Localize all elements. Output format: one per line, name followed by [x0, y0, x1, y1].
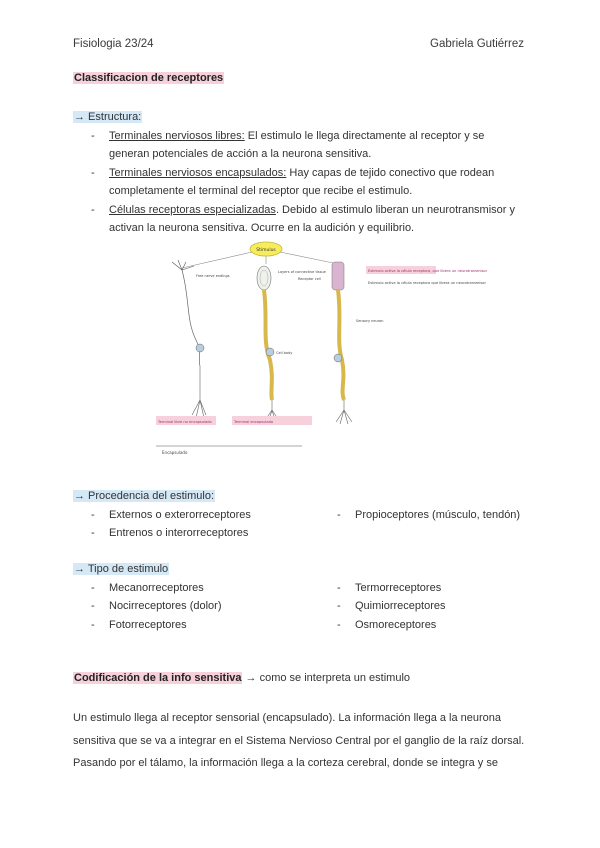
procedencia-heading: → Procedencia del estimulo:	[74, 490, 215, 502]
list-item	[73, 164, 533, 201]
bottom-label: Encapsulado	[162, 450, 188, 455]
cell-body-2	[266, 348, 274, 356]
dash-icon: -	[337, 600, 341, 612]
capsule	[257, 266, 271, 290]
tipo-block	[73, 560, 533, 634]
term-desc: Hay capas de tejido conectivo que rodean	[286, 166, 495, 179]
paragraph-line: sensitiva que se va a integrar en el Sistema Nervioso Central por el ganglio de la raíz dorsal.	[73, 734, 525, 747]
list-item: Entrenos o interorreceptores	[109, 527, 249, 539]
list-item: Termorreceptores	[355, 581, 442, 594]
term: Terminales nerviosos libres:	[109, 129, 245, 142]
list-row	[73, 597, 533, 616]
list-item: Quimiorreceptores	[355, 600, 446, 612]
term-desc: El estimulo le llega directamente al receptor y se	[244, 129, 485, 142]
paragraph-line: Un estimulo llega al receptor sensorial (encapsulado). La información llega a la neurona	[73, 712, 502, 724]
section-title	[73, 72, 533, 84]
tag-mid: Terminal encapsulado	[234, 420, 274, 424]
dash-icon: -	[91, 600, 95, 612]
myelinated-axon-3	[338, 290, 344, 400]
header-author: Gabriela Gutiérrez	[430, 38, 524, 50]
term: Terminales nerviosos encapsulados:	[109, 166, 287, 179]
label-free-endings: Free nerve endings	[196, 274, 230, 278]
cell-body-1	[196, 344, 204, 352]
list-row	[73, 579, 533, 598]
section-title-text: Classificacion de receptores	[74, 72, 224, 84]
list-row	[73, 524, 533, 543]
estructura-heading: → Estructura:	[74, 111, 142, 123]
list-item: Mecanorreceptores	[109, 581, 204, 594]
list-item: Propioceptores (músculo, tendón)	[355, 508, 521, 521]
dash-icon: -	[91, 203, 95, 216]
dash-icon: -	[91, 618, 95, 631]
cell-body-3	[334, 354, 342, 362]
dash-icon: -	[91, 527, 95, 539]
term-desc-cont: activan la neurona sensitiva. Ocurre en la audición y equilibrio.	[109, 222, 415, 234]
list-row	[73, 616, 533, 635]
terminal-1	[192, 366, 206, 418]
term-desc-cont: completamente el terminal del receptor que recibe el estimulo.	[109, 185, 413, 197]
receptor-diagram-svg	[142, 240, 488, 458]
label-cell-body: Cell body	[276, 351, 293, 355]
tipo-heading: → Tipo de estimulo	[74, 563, 169, 575]
procedencia-block	[73, 487, 533, 543]
label-layers: Layers of connective tissue	[278, 270, 326, 274]
list-item: Fotorreceptores	[109, 618, 187, 631]
dash-icon: -	[337, 618, 341, 631]
term: Células receptoras especializadas	[109, 203, 276, 216]
list-item: Externos o exterorreceptores	[109, 508, 251, 521]
header-subject: Fisiologia 23/24	[73, 38, 154, 50]
dash-icon: -	[91, 508, 95, 521]
label-sensory: Sensory neuron	[356, 319, 384, 323]
dash-icon: -	[91, 166, 95, 179]
section2-title-text: Codificación de la info sensitiva	[74, 672, 242, 684]
dash-icon: -	[337, 508, 341, 521]
receptor-diagram	[142, 240, 488, 458]
list-item	[73, 201, 533, 238]
dash-icon: -	[91, 129, 95, 142]
arrow	[280, 252, 338, 264]
section2-subtitle: → como se interpreta un estimulo	[242, 672, 411, 684]
dash-icon: -	[91, 581, 95, 594]
section2-title	[73, 672, 533, 684]
list-item: Osmoreceptores	[355, 618, 437, 631]
paragraph-line: Pasando por el tálamo, la información llega a la corteza cerebral, donde se integra y se	[73, 757, 498, 769]
list-item: Nocirreceptores (dolor)	[109, 600, 222, 612]
tag-left: Terminal libre no encapsulado	[158, 420, 212, 424]
term-desc-cont: generan potenciales de acción a la neurona sensitiva.	[109, 148, 372, 160]
paragraph	[73, 707, 533, 775]
receptor-cell	[332, 262, 344, 290]
arrow	[182, 252, 252, 268]
list-item	[73, 127, 533, 164]
annotation-tag-text: Estimulo activa la célula receptora, que libera un neurotransmisor	[368, 269, 488, 273]
terminal-3	[336, 400, 352, 424]
axon-1	[182, 270, 200, 366]
free-endings	[172, 260, 194, 270]
myelinated-axon-2	[264, 290, 272, 400]
annotation-right-2: Estimulo activa la célula receptora que libera un neurotransmisor	[368, 281, 486, 285]
stimulus-label: Stimulus	[256, 248, 276, 253]
label-receptor: Receptor cell	[298, 277, 321, 281]
dash-icon: -	[337, 581, 341, 594]
list-row	[73, 506, 533, 525]
term-desc: . Debido al estimulo liberan un neurotransmisor y	[275, 203, 515, 216]
estructura-block	[73, 108, 533, 238]
